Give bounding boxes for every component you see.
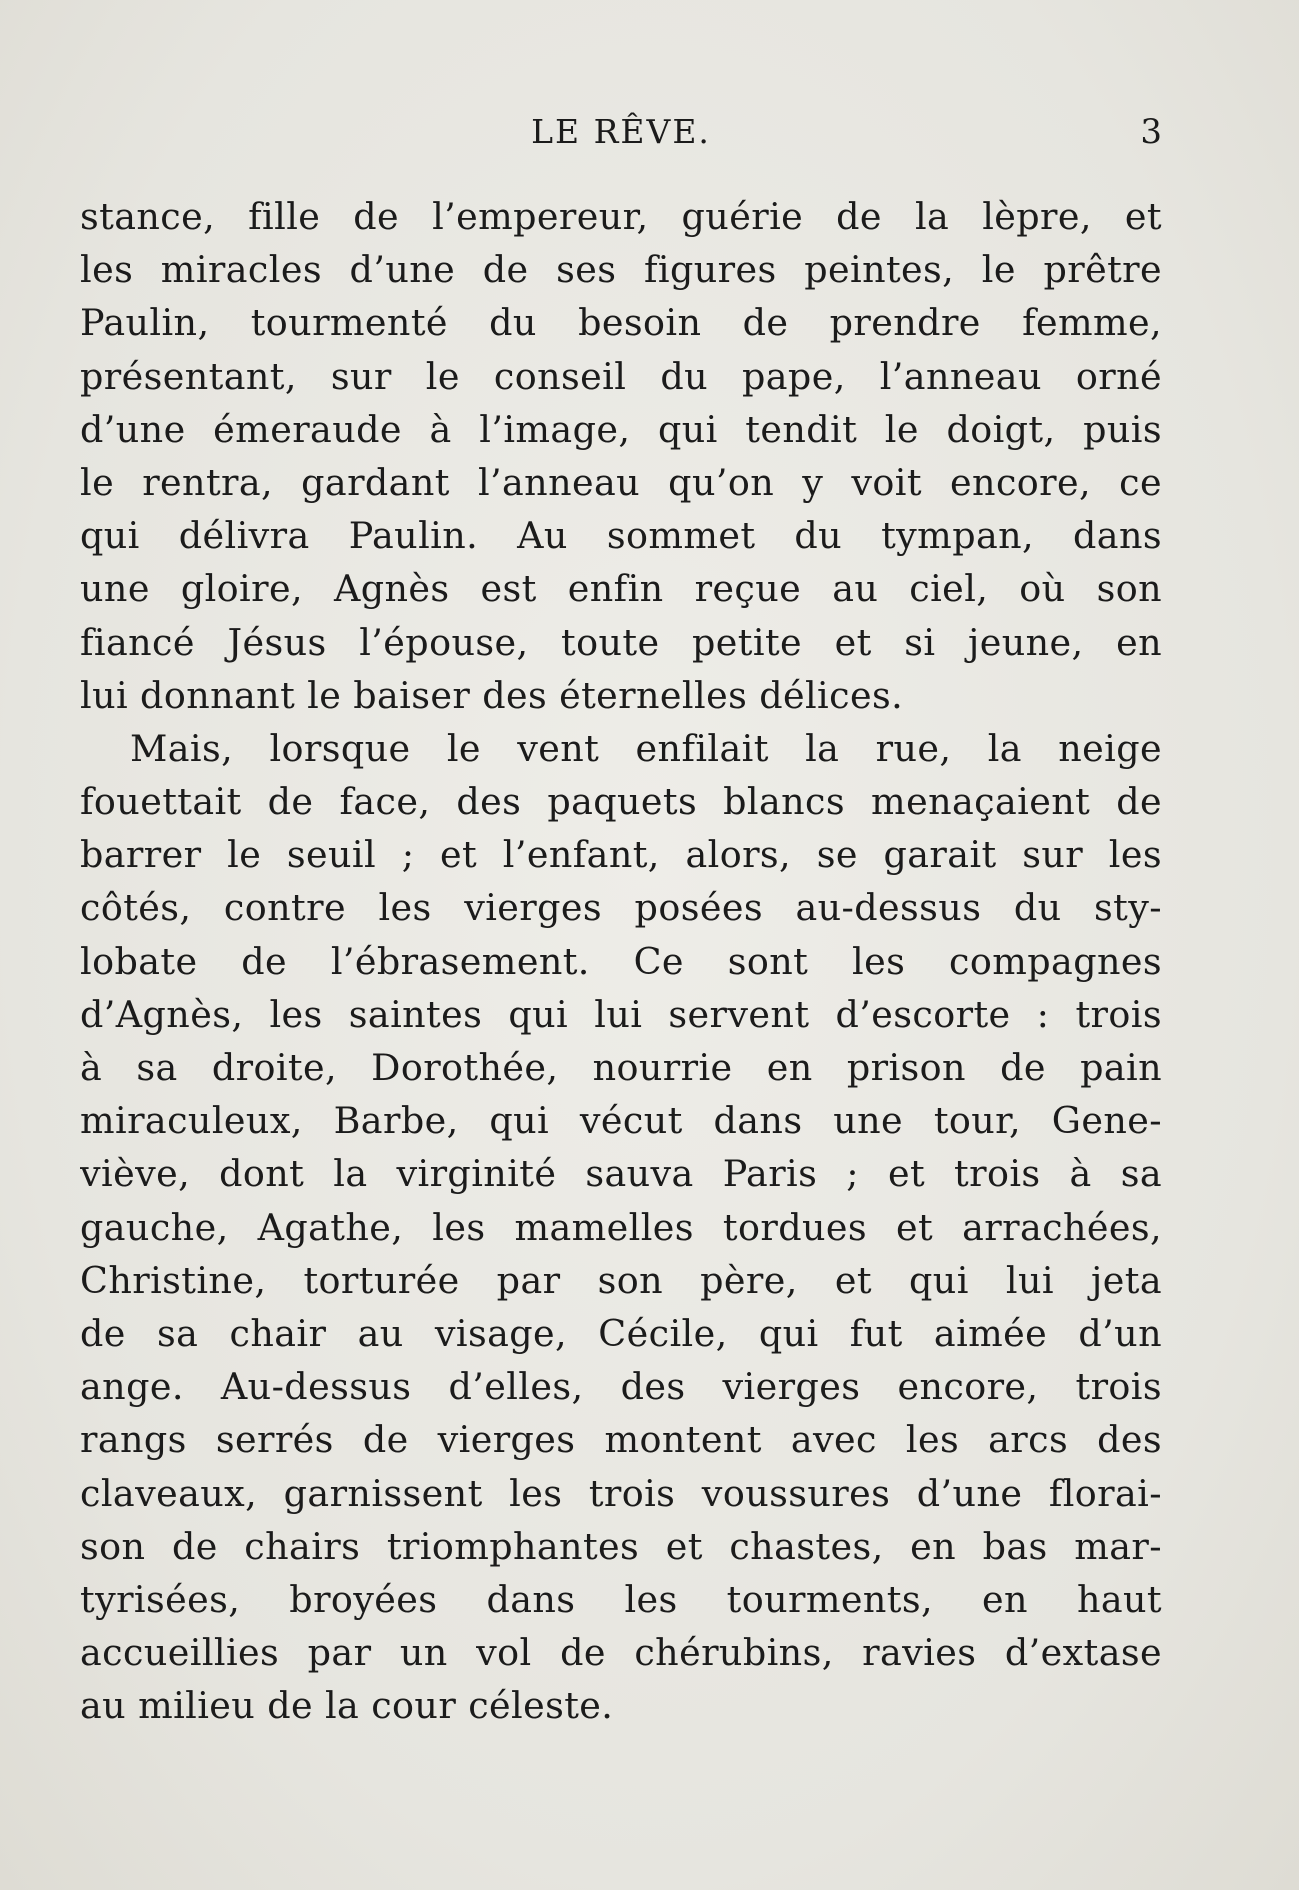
text-line: gauche, Agathe, les mamelles tordues et arrachées,	[80, 1205, 1162, 1249]
text-line: accueillies par un vol de chérubins, ravies d’extase	[80, 1631, 1162, 1675]
text-line: viève, dont la virginité sauva Paris ; et trois à sa	[80, 1152, 1162, 1196]
text-line: au milieu de la cour céleste.	[80, 1684, 614, 1728]
page-number: 3	[1140, 112, 1162, 152]
text-line: fiancé Jésus l’épouse, toute petite et si jeune, en	[80, 620, 1162, 664]
text-line: Christine, torturée par son père, et qui lui jeta	[80, 1258, 1162, 1302]
text-line: d’une émeraude à l’image, qui tendit le doigt, puis	[80, 407, 1162, 451]
text-line: miraculeux, Barbe, qui vécut dans une tour, Gene-	[80, 1099, 1162, 1143]
text-line: de sa chair au visage, Cécile, qui fut aimée d’un	[80, 1311, 1162, 1355]
text-line: tyrisées, broyées dans les tourments, en haut	[80, 1577, 1162, 1621]
text-line: fouettait de face, des paquets blancs menaçaient de	[80, 780, 1162, 824]
body-text	[80, 190, 1162, 1732]
text-line: d’Agnès, les saintes qui lui servent d’escorte : trois	[80, 992, 1162, 1036]
text-line: lui donnant le baiser des éternelles délices.	[80, 673, 904, 717]
running-head	[80, 112, 1162, 162]
paragraph-1	[80, 190, 1162, 722]
running-title: LE RÊVE.	[531, 112, 711, 151]
text-line: présentant, sur le conseil du pape, l’anneau orné	[80, 354, 1162, 398]
text-line: stance, fille de l’empereur, guérie de la lèpre, et	[80, 195, 1162, 238]
text-line: barrer le seuil ; et l’enfant, alors, se garait sur les	[80, 833, 1162, 877]
text-line: les miracles d’une de ses figures peintes, le prêtre	[80, 248, 1162, 292]
text-line: ange. Au-dessus d’elles, des vierges encore, trois	[80, 1365, 1162, 1409]
paragraph-2	[80, 722, 1162, 1733]
text-line: qui délivra Paulin. Au sommet du tympan, dans	[80, 514, 1162, 558]
text-line: à sa droite, Dorothée, nourrie en prison de pain	[80, 1046, 1162, 1089]
text-line: rangs serrés de vierges montent avec les arcs des	[80, 1418, 1162, 1462]
text-line: Paulin, tourmenté du besoin de prendre femme,	[80, 301, 1162, 345]
text-line: lobate de l’ébrasement. Ce sont les compagnes	[80, 939, 1162, 983]
text-line: Mais, lorsque le vent enfilait la rue, la neige	[130, 726, 1162, 770]
text-line: claveaux, garnissent les trois voussures d’une florai-	[80, 1471, 1162, 1515]
text-line: son de chairs triomphantes et chastes, en bas mar-	[80, 1524, 1162, 1568]
text-line: le rentra, gardant l’anneau qu’on y voit encore, ce	[80, 460, 1162, 504]
text-line: côtés, contre les vierges posées au-dessus du sty-	[80, 886, 1162, 930]
text-line: une gloire, Agnès est enfin reçue au ciel, où son	[80, 567, 1162, 611]
